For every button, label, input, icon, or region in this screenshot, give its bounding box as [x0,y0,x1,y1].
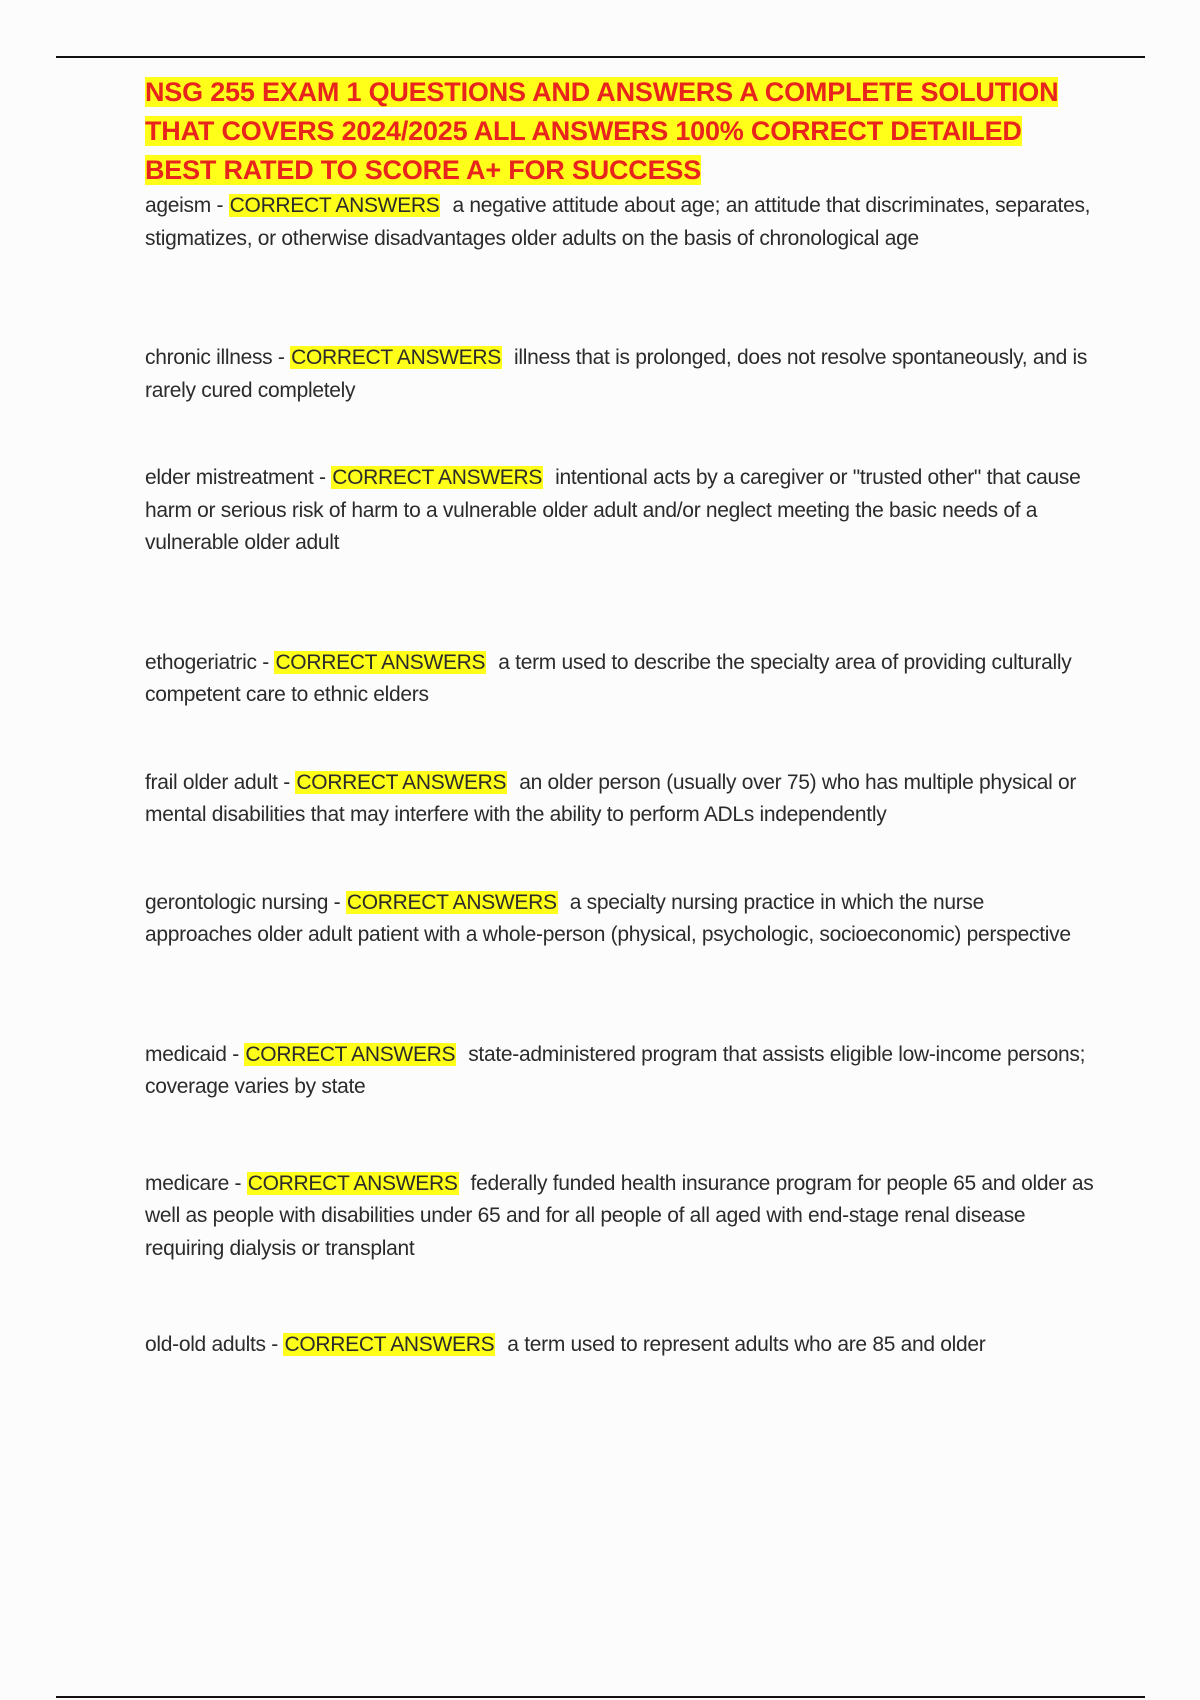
top-rule [56,56,1145,58]
glossary-entry [145,767,1095,832]
correct-answers-label: CORRECT ANSWERS [346,890,557,914]
glossary-list [145,190,1095,1362]
entry-term: gerontologic nursing [145,890,329,914]
correct-answers-label: CORRECT ANSWERS [291,346,501,369]
entry-term: chronic illness [145,346,273,369]
correct-answers-label: CORRECT ANSWERS [247,1171,458,1195]
entry-term: medicare [145,1171,229,1195]
term-separator: - [313,466,332,489]
glossary-entry [145,190,1095,255]
correct-answers-label: CORRECT ANSWERS [296,770,507,794]
entry-term: ageism [145,194,211,217]
entry-term: frail older adult [145,770,278,794]
correct-answers-label: CORRECT ANSWERS [284,1333,495,1356]
entry-definition: intentional acts by a caregiver or "trusted other" that cause harm or serious risk of harm to a vulnerable older adult and/or neglect meeting the basic needs of a vulnerable older adult [145,466,1081,554]
glossary-entry [145,1168,1095,1266]
entry-term: ethogeriatric [145,650,257,674]
bottom-rule [56,1696,1145,1698]
correct-answers-label: CORRECT ANSWERS [245,1042,456,1066]
term-separator: - [265,1333,284,1356]
entry-definition: a term used to represent adults who are 85 and older [507,1333,986,1356]
entry-definition: an older person (usually over 75) who has multiple physical or mental disabilities that may interfere with the ability to perform ADLs independently [145,770,1077,826]
correct-answers-label: CORRECT ANSWERS [229,194,440,217]
glossary-entry [145,1039,1095,1104]
document-body [145,73,1095,1362]
term-separator: - [256,650,275,674]
entry-term: elder mistreatment [145,466,314,489]
glossary-entry [145,462,1095,560]
term-separator: - [272,346,291,369]
term-separator: - [328,890,346,914]
correct-answers-label: CORRECT ANSWERS [332,466,543,489]
title-highlight: NSG 255 EXAM 1 QUESTIONS AND ANSWERS A COMPLETE SOLUTION THAT COVERS 2024/2025 ALL ANSWERS 100% CORRECT DETAILED BEST RATED TO SCORE A+ FOR SUCCESS [145,77,1059,185]
entry-term: old-old adults [145,1333,266,1356]
entry-term: medicaid [145,1042,227,1066]
glossary-entry [145,342,1095,407]
document-title [145,73,1095,190]
glossary-entry [145,647,1095,712]
glossary-entry [145,1329,1095,1362]
entry-definition: illness that is prolonged, does not resolve spontaneously, and is rarely cured completely [145,346,1088,402]
entry-definition: a term used to describe the specialty area of providing culturally competent care to ethnic elders [145,650,1072,706]
entry-definition: state-administered program that assists eligible low-income persons; coverage varies by state [145,1042,1086,1098]
glossary-entry [145,887,1095,952]
correct-answers-label: CORRECT ANSWERS [275,650,486,674]
term-separator: - [277,770,296,794]
term-separator: - [228,1171,247,1195]
entry-definition: a specialty nursing practice in which the nurse approaches older adult patient with a whole-person (physical, psychologic, socioeconomic) perspective [145,890,1071,946]
term-separator: - [210,194,229,217]
term-separator: - [226,1042,245,1066]
entry-definition: federally funded health insurance program for people 65 and older as well as people with disabilities under 65 and for all people of all aged with end-stage renal disease requiring dialysis or transplant [145,1171,1094,1260]
entry-definition: a negative attitude about age; an attitude that discriminates, separates, stigmatizes, or otherwise disadvantages older adults on the basis of chronological age [145,194,1091,250]
